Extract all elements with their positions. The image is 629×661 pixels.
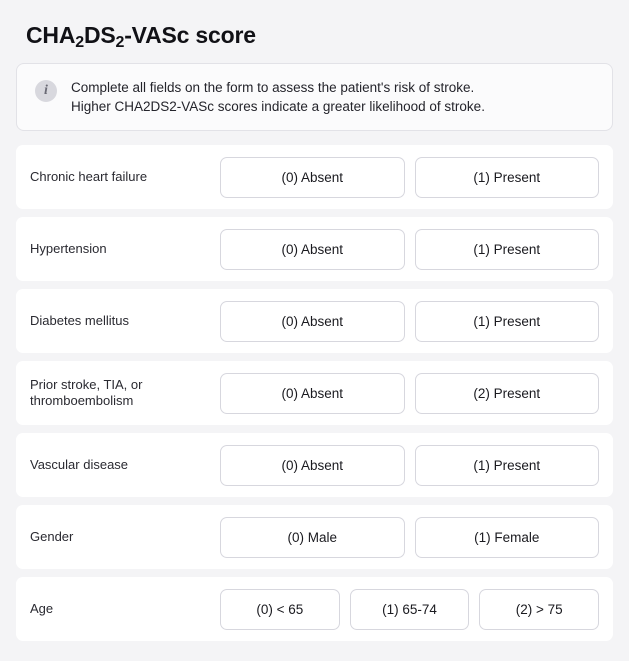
field-row-diabetes-mellitus <box>16 289 613 353</box>
field-label: Prior stroke, TIA, or thromboembolism <box>30 377 143 408</box>
option-button[interactable]: (1) Present <box>415 229 600 270</box>
field-row-chronic-heart-failure <box>16 145 613 209</box>
field-options <box>220 157 599 198</box>
option-button[interactable]: (2) Present <box>415 373 600 414</box>
field-row-gender <box>16 505 613 569</box>
page-title-sub-1: 2 <box>75 34 84 51</box>
page-title-mid: DS <box>83 22 116 48</box>
field-options <box>220 229 599 270</box>
field-row-hypertension <box>16 217 613 281</box>
field-options <box>220 517 599 558</box>
field-row-prior-stroke <box>16 361 613 425</box>
option-button[interactable]: (1) Present <box>415 445 600 486</box>
option-button[interactable]: (1) 65-74 <box>350 589 470 630</box>
option-button[interactable]: (1) Present <box>415 157 600 198</box>
option-button[interactable]: (0) Absent <box>220 301 405 342</box>
info-icon: i <box>35 80 57 102</box>
option-button[interactable]: (0) Male <box>220 517 405 558</box>
field-label: Age <box>30 601 54 616</box>
info-banner <box>16 63 613 131</box>
info-banner-text <box>71 78 485 116</box>
page-title-prefix: CHA <box>26 22 76 48</box>
info-banner-line-2: Higher CHA2DS2-VASc scores indicate a greater likelihood of stroke. <box>71 99 485 114</box>
page-title <box>26 22 613 49</box>
field-label: Diabetes mellitus <box>30 313 129 328</box>
field-options <box>220 373 599 414</box>
field-options <box>220 589 599 630</box>
field-options <box>220 445 599 486</box>
field-label: Gender <box>30 529 74 544</box>
option-button[interactable]: (1) Present <box>415 301 600 342</box>
option-button[interactable]: (0) Absent <box>220 229 405 270</box>
field-label: Hypertension <box>30 241 107 256</box>
option-button[interactable]: (0) Absent <box>220 445 405 486</box>
option-button[interactable]: (0) Absent <box>220 373 405 414</box>
page-title-sub-2: 2 <box>115 34 125 51</box>
option-button[interactable]: (1) Female <box>415 517 600 558</box>
info-banner-line-1: Complete all fields on the form to assess the patient's risk of stroke. <box>71 80 475 95</box>
page-title-suffix: -VASc score <box>124 22 256 48</box>
option-button[interactable]: (0) Absent <box>220 157 405 198</box>
field-label: Chronic heart failure <box>30 169 148 184</box>
field-label: Vascular disease <box>30 457 129 472</box>
option-button[interactable]: (0) < 65 <box>220 589 340 630</box>
field-row-vascular-disease <box>16 433 613 497</box>
field-options <box>220 301 599 342</box>
field-row-age <box>16 577 613 641</box>
option-button[interactable]: (2) > 75 <box>479 589 599 630</box>
